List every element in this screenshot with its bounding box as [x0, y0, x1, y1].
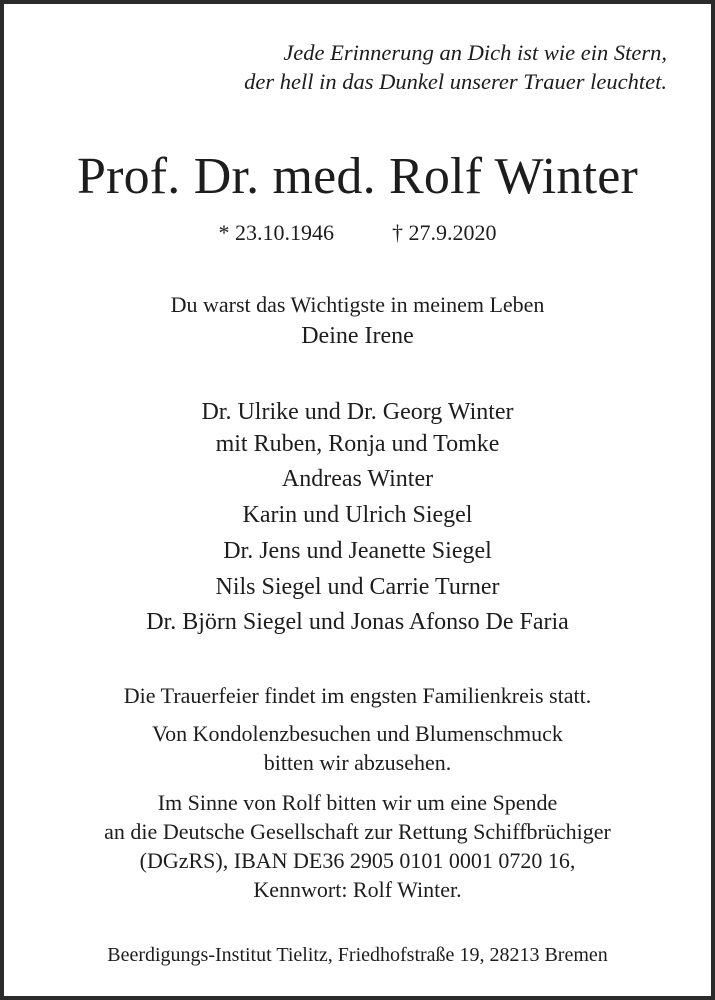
spouse-dedication: Du warst das Wichtigste in meinem Leben: [170, 292, 545, 317]
funeral-home-footer: Beerdigungs-Institut Tielitz, Friedhofstraße 19, 28213 Bremen: [107, 944, 608, 966]
mourner-line: Andreas Winter: [281, 466, 434, 492]
donation-notice-line-3: (DGzRS), IBAN DE36 2905 0101 0001 0720 16,: [139, 848, 576, 873]
quote-line-1: Jede Erinnerung an Dich ist wie ein Stern,: [283, 40, 667, 65]
donation-notice-line-1: Im Sinne von Rolf bitten wir um eine Spende: [157, 790, 558, 815]
condolence-notice-line-1: Von Kondolenzbesuchen und Blumenschmuck: [152, 721, 563, 746]
mourner-line: Dr. Björn Siegel und Jonas Afonso De Faria: [146, 609, 569, 635]
mourner-line: Karin und Ulrich Siegel: [242, 502, 473, 528]
mourner-line: Dr. Jens und Jeanette Siegel: [223, 538, 492, 564]
condolence-notice-line-2: bitten wir abzusehen.: [263, 750, 452, 775]
birth-date: * 23.10.1946: [218, 220, 334, 245]
donation-notice-line-4: Kennwort: Rolf Winter.: [253, 877, 462, 902]
quote-line-2: der hell in das Dunkel unserer Trauer leuchtet.: [244, 69, 667, 94]
life-dates: [4, 218, 711, 248]
spouse-signature: Deine Irene: [301, 323, 414, 349]
memorial-quote: [244, 38, 667, 96]
mourner-line: mit Ruben, Ronja und Tomke: [215, 431, 500, 457]
deceased-name: Prof. Dr. med. Rolf Winter: [76, 148, 639, 205]
funeral-notice: Die Trauerfeier findet im engsten Familienkreis statt.: [123, 683, 592, 708]
death-date: † 27.9.2020: [392, 220, 497, 245]
donation-notice-line-2: an die Deutsche Gesellschaft zur Rettung Schiffbrüchiger: [104, 819, 611, 844]
mourner-line: Dr. Ulrike und Dr. Georg Winter: [201, 399, 514, 425]
mourner-line: Nils Siegel und Carrie Turner: [215, 574, 500, 600]
